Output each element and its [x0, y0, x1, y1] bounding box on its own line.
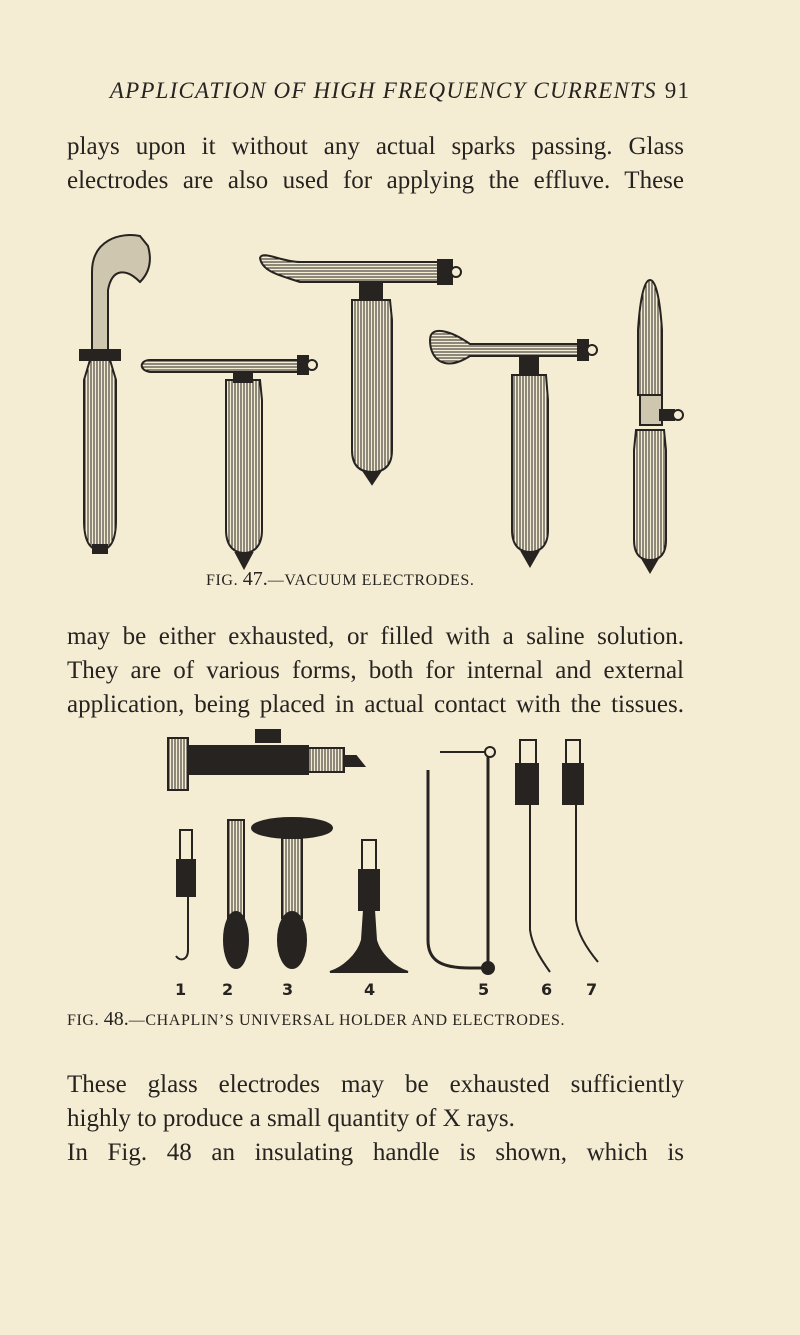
caption-prefix: FIG. [67, 1012, 104, 1029]
text-line: electrodes are also used for applying the effluve. These [67, 167, 684, 194]
electrode-4 [330, 840, 408, 972]
text-line: highly to produce a small quantity of X rays. [67, 1105, 515, 1132]
figure-label-7: 7 [586, 980, 598, 999]
electrode-6 [516, 740, 550, 972]
page-number: 91 [664, 78, 691, 103]
figure-label-3: 3 [282, 980, 294, 999]
text-line: plays upon it without any actual sparks passing. Glass [67, 133, 684, 160]
electrode-2 [224, 820, 248, 968]
electrode-5 [428, 747, 495, 974]
electrode-1 [176, 830, 195, 959]
text-line: may be either exhausted, or filled with a saline solution. [67, 623, 684, 650]
paragraph-3 [67, 1068, 684, 1170]
figure-48-caption [67, 1008, 565, 1031]
figure-number: 48. [103, 1008, 129, 1030]
caption-prefix: FIG. [206, 572, 243, 589]
caption-text: —VACUUM ELECTRODES. [267, 572, 475, 589]
text-line: They are of various forms, both for internal and external [67, 657, 684, 684]
text-line: These glass electrodes may be exhausted sufficiently [67, 1071, 684, 1098]
figure-label-4: 4 [364, 980, 376, 999]
electrode-7 [563, 740, 598, 962]
figure-label-5: 5 [478, 980, 490, 999]
running-head-title: APPLICATION OF HIGH FREQUENCY CURRENTS [109, 78, 657, 103]
figure-label-1: 1 [175, 980, 187, 999]
holder-bar [168, 730, 364, 790]
text-line: application, being placed in actual contact with the tissues. [67, 691, 684, 718]
figure-label-2: 2 [222, 980, 234, 999]
electrode-3 [252, 818, 332, 968]
caption-text: —CHAPLIN’S UNIVERSAL HOLDER AND ELECTRODES. [128, 1012, 566, 1029]
text-line: In Fig. 48 an insulating handle is shown, which is [67, 1139, 684, 1166]
figure-label-6: 6 [541, 980, 553, 999]
figure-number: 47. [242, 568, 268, 590]
